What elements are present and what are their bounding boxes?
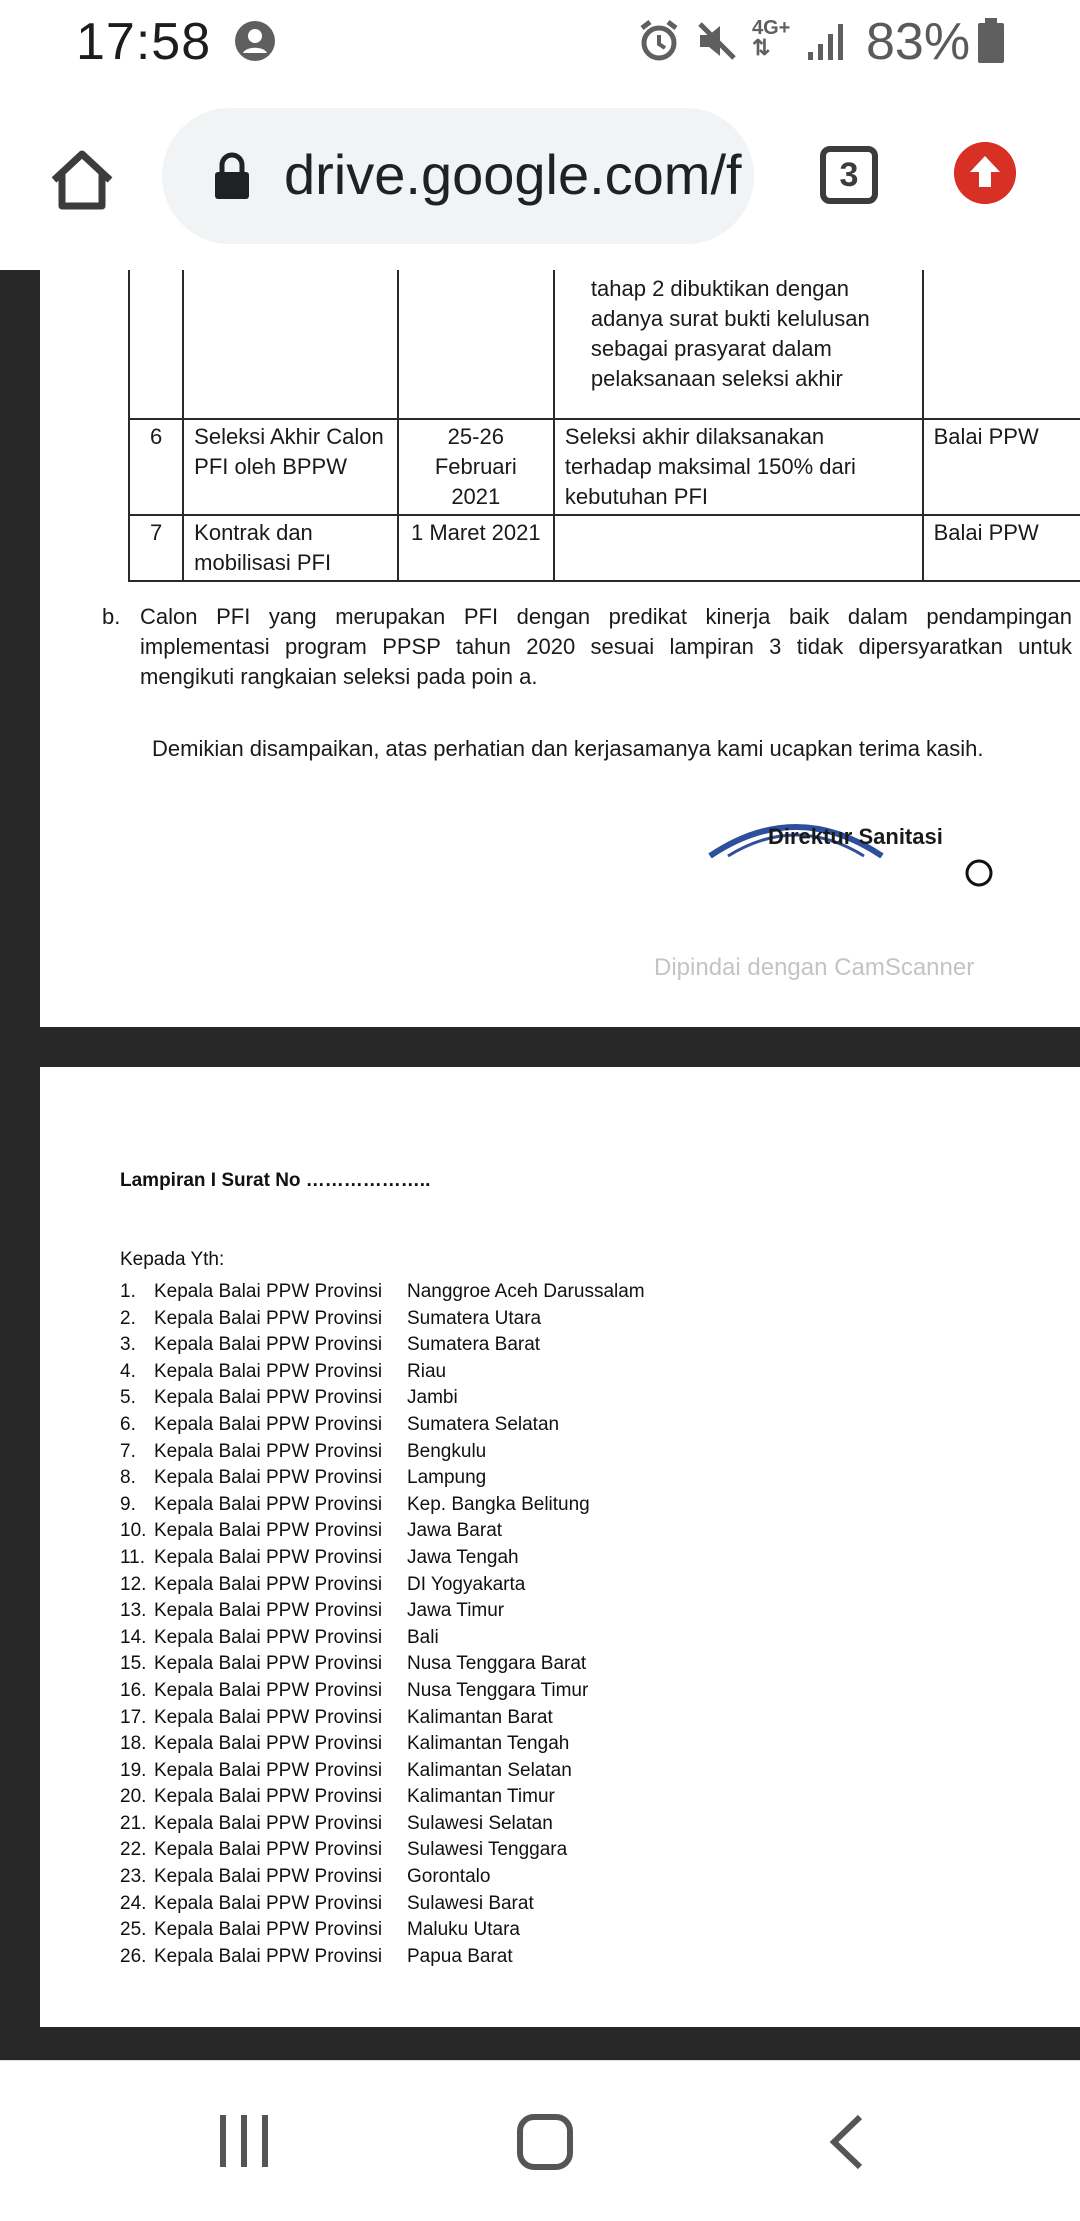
account-circle-icon [234, 20, 276, 62]
document-page [40, 1067, 1080, 2027]
recipient-province: Sulawesi Barat [407, 1892, 534, 1914]
recipient-prefix: Kepala Balai PPW Provinsi [154, 1892, 383, 1914]
signal-icon [806, 22, 846, 62]
touch-indicator-icon [964, 858, 994, 888]
list-item [120, 1359, 447, 1386]
list-item [120, 1412, 560, 1439]
recipient-province: DI Yogyakarta [407, 1573, 526, 1595]
network-4g-icon: 4G+ ⇅ [752, 17, 791, 60]
list-item [120, 1518, 503, 1545]
recipient-prefix: Kepala Balai PPW Provinsi [154, 1520, 383, 1542]
status-time: 17:58 [76, 13, 212, 71]
list-number: 19. [120, 1759, 147, 1781]
list-item [120, 1385, 458, 1412]
paragraph-b [102, 602, 1072, 692]
navigation-bar [0, 2060, 1080, 2221]
list-item [120, 1306, 542, 1333]
list-number: 22. [120, 1839, 147, 1861]
recipient-province: Kalimantan Tengah [407, 1733, 570, 1755]
list-number: 8. [120, 1467, 136, 1489]
table-cell [398, 270, 554, 419]
table-cell [923, 270, 1080, 419]
network-label: 4G+ [752, 17, 791, 39]
table-cell [183, 270, 398, 419]
lock-icon [212, 152, 252, 200]
url-bar[interactable] [162, 108, 754, 244]
recipient-province: Jawa Barat [407, 1520, 503, 1542]
table-row [129, 270, 1080, 419]
table-cell: Balai PPW [923, 419, 1080, 515]
recipient-province: Kalimantan Timur [407, 1786, 555, 1808]
mute-icon [696, 20, 738, 62]
table-cell: 7 [129, 515, 183, 581]
list-item [120, 1917, 520, 1944]
recipient-province: Sumatera Barat [407, 1334, 541, 1356]
paragraph-text: Calon PFI yang merupakan PFI dengan predikat kinerja baik dalam pendampingan implementasi program PPSP tahun 2020 sesuai lampiran 3 tidak dipersyaratkan untuk mengikuti rangkaian seleksi pada poin a. [140, 604, 1072, 689]
recipient-prefix: Kepala Balai PPW Provinsi [154, 1839, 383, 1861]
table-cell: 25-26 Februari 2021 [398, 419, 554, 515]
recipient-prefix: Kepala Balai PPW Provinsi [154, 1759, 383, 1781]
alarm-icon [636, 18, 682, 64]
recipient-province: Sumatera Utara [407, 1307, 542, 1329]
document-page [40, 270, 1080, 1027]
recipient-prefix: Kepala Balai PPW Provinsi [154, 1733, 383, 1755]
list-item [120, 1625, 439, 1652]
recipient-province: Kalimantan Barat [407, 1706, 553, 1728]
list-number: 18. [120, 1733, 147, 1755]
recipient-prefix: Kepala Balai PPW Provinsi [154, 1413, 383, 1435]
list-item [120, 1678, 589, 1705]
list-number: 23. [120, 1866, 147, 1888]
home-icon[interactable] [516, 2113, 574, 2171]
list-item [120, 1279, 645, 1306]
battery-icon [976, 18, 1006, 64]
recipient-prefix: Kepala Balai PPW Provinsi [154, 1653, 383, 1675]
list-number: 3. [120, 1334, 136, 1356]
list-number: 26. [120, 1945, 147, 1967]
list-number: 17. [120, 1706, 147, 1728]
list-number: 5. [120, 1387, 136, 1409]
tab-switcher-button[interactable]: 3 [820, 146, 878, 204]
list-number: 6. [120, 1413, 136, 1435]
recipient-province: Papua Barat [407, 1945, 513, 1967]
list-number: 2. [120, 1307, 136, 1329]
list-item [120, 1465, 487, 1492]
table-cell [129, 270, 183, 419]
paragraph-label: b. [102, 604, 121, 629]
list-item [120, 1598, 505, 1625]
schedule-table [128, 270, 1080, 582]
recipient-prefix: Kepala Balai PPW Provinsi [154, 1866, 383, 1888]
recipient-prefix: Kepala Balai PPW Provinsi [154, 1307, 383, 1329]
recipient-prefix: Kepala Balai PPW Provinsi [154, 1387, 383, 1409]
recipient-prefix: Kepala Balai PPW Provinsi [154, 1679, 383, 1701]
recipient-label: Kepada Yth: [120, 1249, 225, 1270]
list-number: 9. [120, 1493, 136, 1515]
list-item [120, 1651, 587, 1678]
list-item [120, 1944, 513, 1971]
recipient-province: Nanggroe Aceh Darussalam [407, 1281, 645, 1302]
recipient-province: Sumatera Selatan [407, 1413, 560, 1435]
recipient-prefix: Kepala Balai PPW Provinsi [154, 1546, 383, 1568]
recipient-prefix: Kepala Balai PPW Provinsi [154, 1626, 383, 1648]
scan-watermark: Dipindai dengan CamScanner [654, 954, 975, 981]
list-item [120, 1332, 541, 1359]
recipient-list [120, 1279, 645, 1970]
recipient-province: Lampung [407, 1467, 487, 1489]
recipient-province: Kep. Bangka Belitung [407, 1493, 590, 1515]
signer-title: Direktur Sanitasi [768, 824, 943, 849]
list-item [120, 1811, 553, 1838]
table-cell [554, 515, 923, 581]
table-cell: tahap 2 dibuktikan dengan adanya surat bukti kelulusan sebagai prasyarat dalam pelaksanaan seleksi akhir [554, 270, 923, 419]
list-item [120, 1864, 491, 1891]
recipient-province: Bengkulu [407, 1440, 487, 1462]
list-number: 21. [120, 1812, 147, 1834]
url-text: drive.google.com/f [284, 143, 742, 206]
status-bar [0, 0, 1080, 84]
table-cell: Seleksi akhir dilaksanakan terhadap maksimal 150% dari kebutuhan PFI [554, 419, 923, 515]
list-item [120, 1891, 534, 1918]
list-number: 24. [120, 1892, 147, 1914]
recipient-province: Jawa Timur [407, 1600, 505, 1622]
recipient-prefix: Kepala Balai PPW Provinsi [154, 1573, 383, 1595]
list-number: 16. [120, 1679, 147, 1701]
update-available-icon[interactable] [954, 142, 1016, 204]
list-number: 13. [120, 1600, 147, 1622]
list-number: 1. [120, 1281, 136, 1302]
recipient-prefix: Kepala Balai PPW Provinsi [154, 1945, 383, 1967]
recipient-prefix: Kepala Balai PPW Provinsi [154, 1812, 383, 1834]
list-item [120, 1758, 572, 1785]
list-item [120, 1572, 526, 1599]
list-number: 14. [120, 1626, 147, 1648]
list-item [120, 1439, 487, 1466]
recipient-prefix: Kepala Balai PPW Provinsi [154, 1467, 383, 1489]
closing-text: Demikian disampaikan, atas perhatian dan kerjasamanya kami ucapkan terima kasih. [152, 736, 984, 761]
back-icon[interactable] [826, 2113, 866, 2171]
home-icon[interactable] [46, 144, 118, 216]
table-cell: Kontrak dan mobilisasi PFI [183, 515, 398, 581]
list-number: 12. [120, 1573, 147, 1595]
recipient-province: Maluku Utara [407, 1919, 520, 1941]
recipient-province: Nusa Tenggara Barat [407, 1653, 587, 1675]
table-cell: 6 [129, 419, 183, 515]
recipient-prefix: Kepala Balai PPW Provinsi [154, 1281, 383, 1302]
recipient-province: Jawa Tengah [407, 1546, 519, 1568]
table-row [129, 515, 1080, 581]
recipient-prefix: Kepala Balai PPW Provinsi [154, 1440, 383, 1462]
table-row [129, 419, 1080, 515]
browser-toolbar [0, 84, 1080, 270]
table-cell: Balai PPW [923, 515, 1080, 581]
list-number: 20. [120, 1786, 147, 1808]
recent-apps-icon[interactable] [216, 2113, 272, 2169]
list-number: 15. [120, 1653, 147, 1675]
table-cell: 1 Maret 2021 [398, 515, 554, 581]
recipient-province: Kalimantan Selatan [407, 1759, 572, 1781]
list-number: 10. [120, 1520, 147, 1542]
recipient-province: Riau [407, 1360, 447, 1382]
recipient-prefix: Kepala Balai PPW Provinsi [154, 1600, 383, 1622]
list-number: 11. [120, 1546, 146, 1568]
recipient-prefix: Kepala Balai PPW Provinsi [154, 1334, 383, 1356]
list-number: 25. [120, 1919, 147, 1941]
list-item [120, 1705, 553, 1732]
recipient-province: Bali [407, 1626, 439, 1648]
list-number: 7. [120, 1440, 136, 1462]
list-item [120, 1492, 590, 1519]
attachment-title: Lampiran I Surat No ……………….. [120, 1170, 431, 1191]
table-cell: Seleksi Akhir Calon PFI oleh BPPW [183, 419, 398, 515]
recipient-province: Nusa Tenggara Timur [407, 1679, 589, 1701]
recipient-province: Sulawesi Selatan [407, 1812, 553, 1834]
recipient-prefix: Kepala Balai PPW Provinsi [154, 1493, 383, 1515]
recipient-prefix: Kepala Balai PPW Provinsi [154, 1786, 383, 1808]
recipient-prefix: Kepala Balai PPW Provinsi [154, 1706, 383, 1728]
list-item [120, 1837, 568, 1864]
recipient-prefix: Kepala Balai PPW Provinsi [154, 1919, 383, 1941]
list-item [120, 1545, 519, 1572]
recipient-province: Gorontalo [407, 1866, 491, 1888]
list-number: 4. [120, 1360, 136, 1382]
recipient-province: Sulawesi Tenggara [407, 1839, 568, 1861]
list-item [120, 1731, 570, 1758]
document-viewer[interactable] [0, 270, 1080, 2060]
battery-percent: 83% [866, 13, 971, 71]
list-item [120, 1784, 555, 1811]
recipient-province: Jambi [407, 1387, 458, 1409]
recipient-prefix: Kepala Balai PPW Provinsi [154, 1360, 383, 1382]
